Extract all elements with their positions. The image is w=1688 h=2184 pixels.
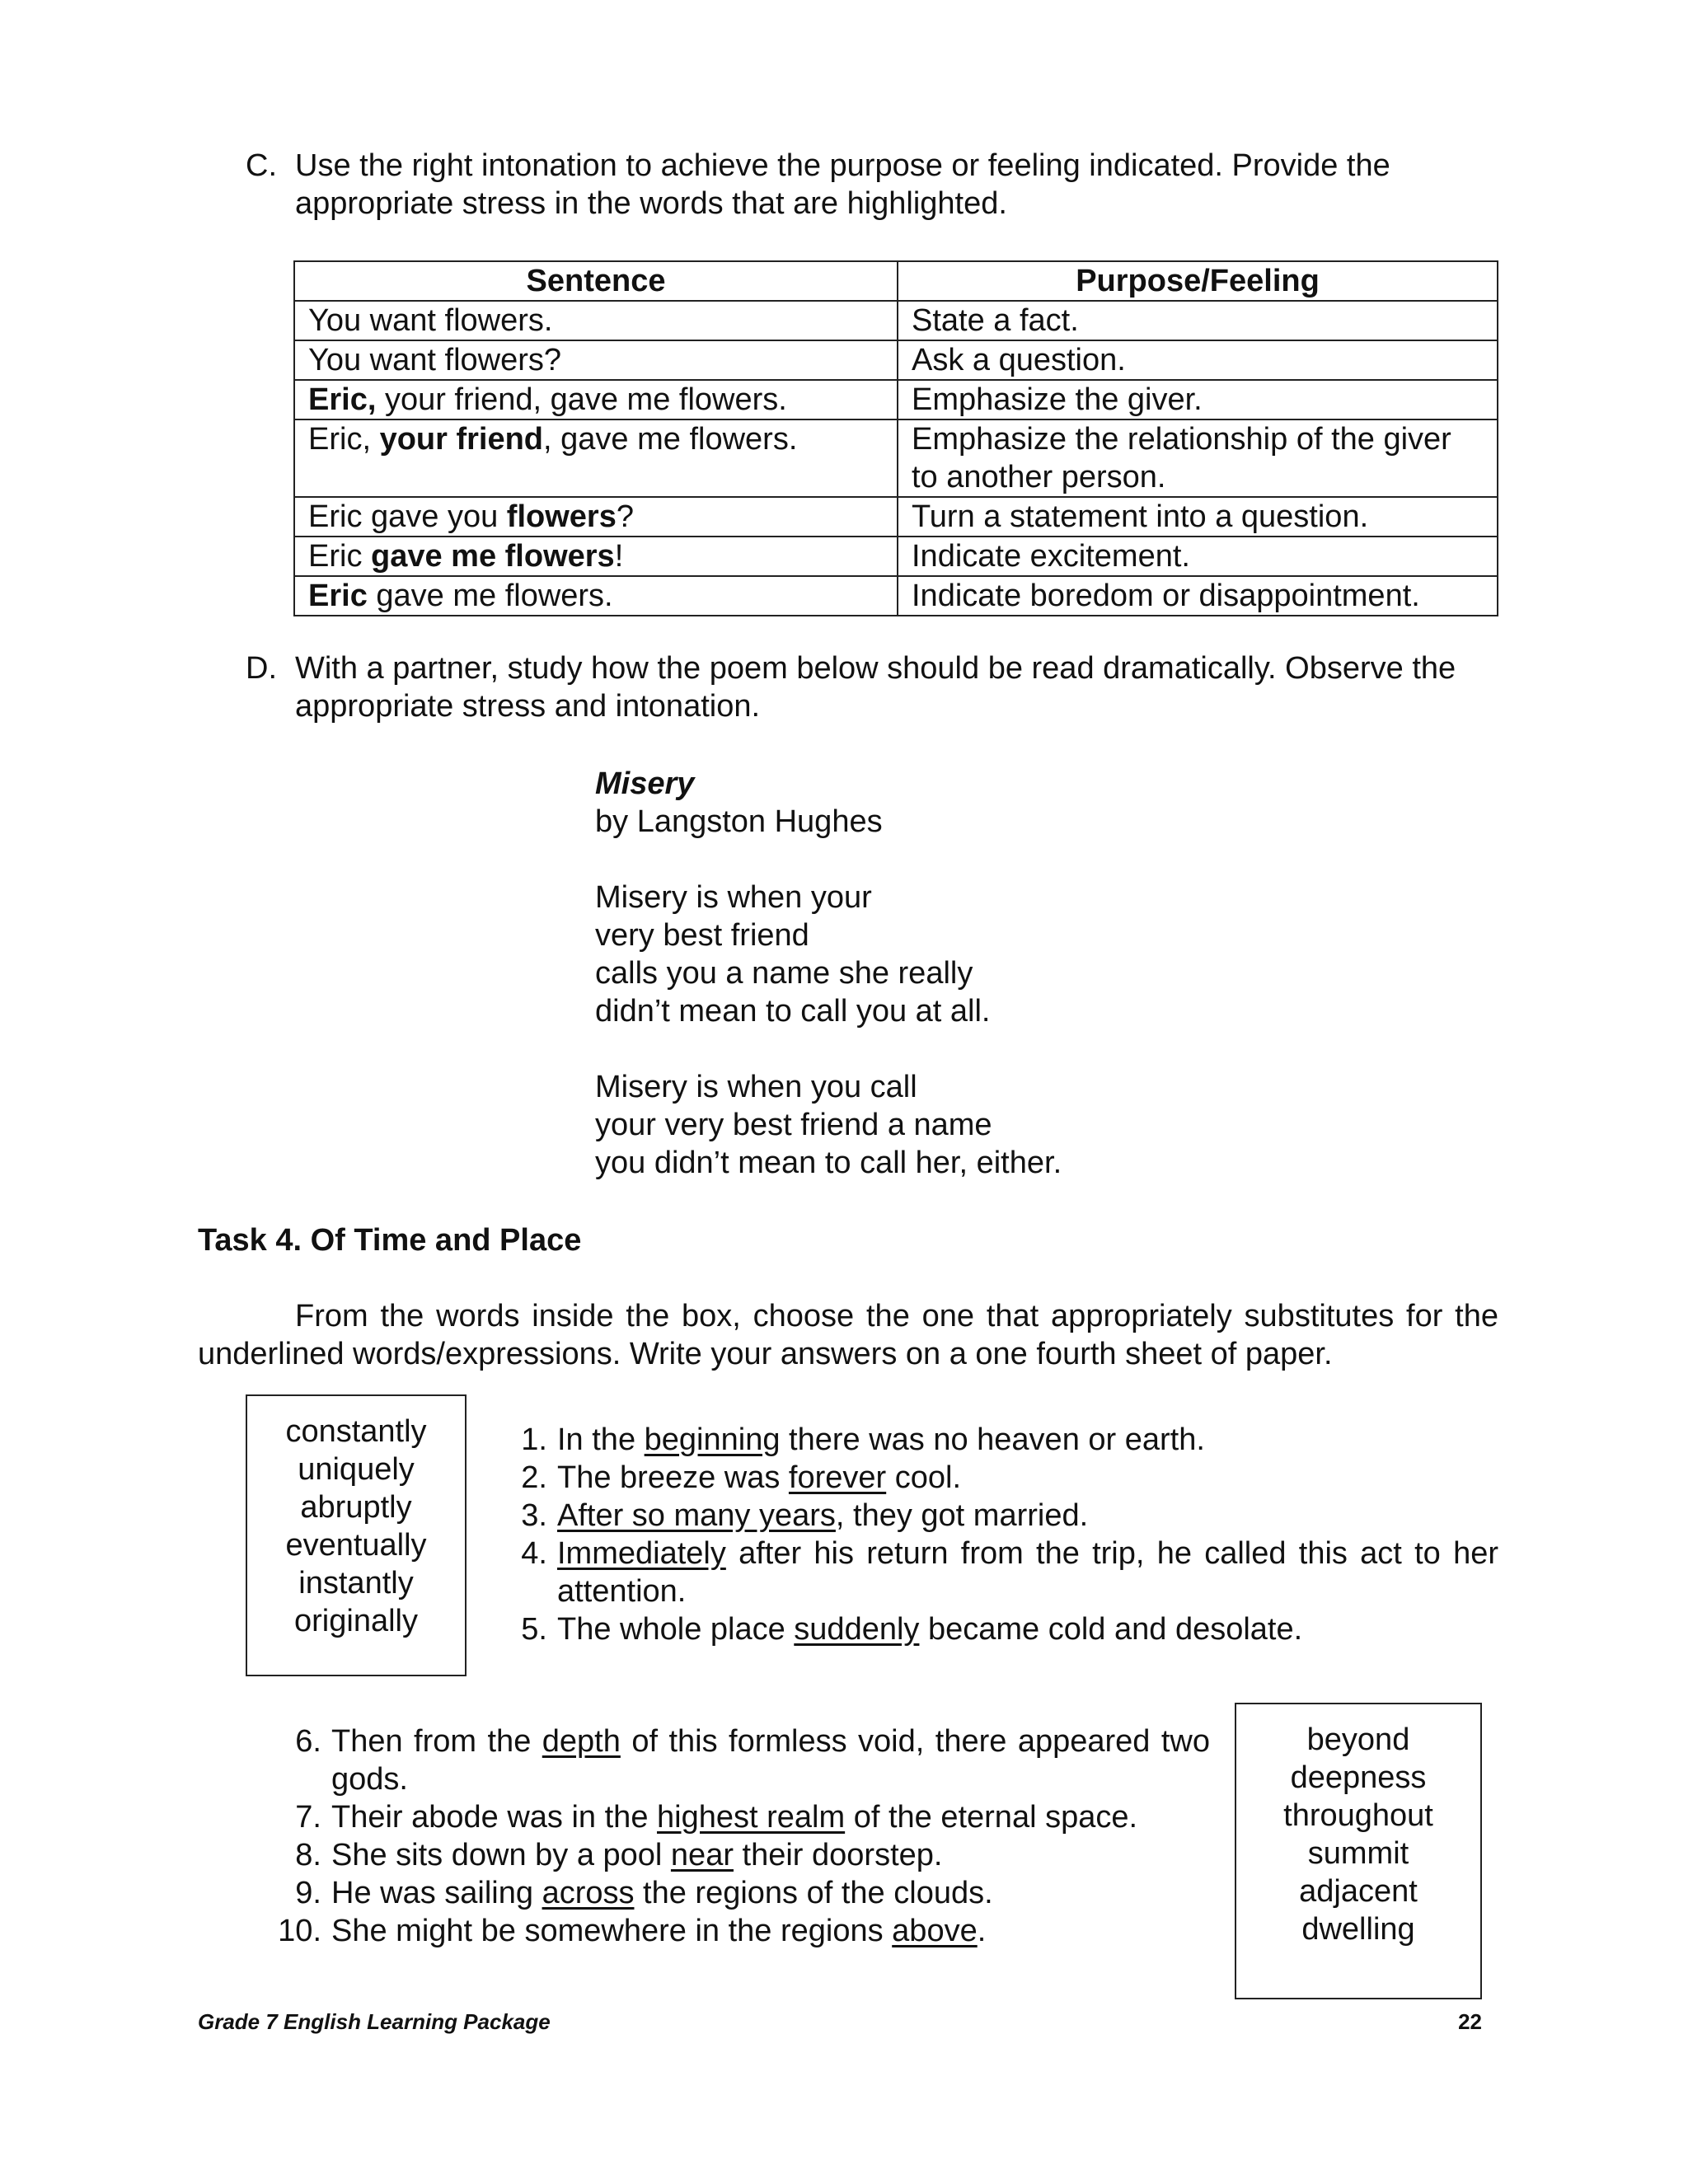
poem-line: you didn’t mean to call her, either. bbox=[595, 1146, 1062, 1180]
poem-line: calls you a name she really bbox=[595, 956, 973, 991]
word-choice: uniquely bbox=[298, 1452, 415, 1487]
table-row bbox=[294, 340, 1498, 380]
word-choice: adjacent bbox=[1299, 1874, 1418, 1909]
list-item: 10. She might be somewhere in the regions above. bbox=[278, 1914, 987, 1948]
section-d bbox=[246, 649, 1498, 725]
purpose-cell: Turn a statement into a question. bbox=[898, 497, 1498, 537]
purpose-cell: Indicate excitement. bbox=[898, 537, 1498, 576]
purpose-cell: Emphasize the relationship of the giver to another person. bbox=[898, 419, 1498, 497]
sentence-cell: Eric, your friend, gave me flowers. bbox=[294, 380, 898, 419]
poem-stanza-2 bbox=[595, 1068, 1254, 1182]
page-number: 22 bbox=[1458, 2009, 1482, 2034]
purpose-cell: Indicate boredom or disappointment. bbox=[898, 576, 1498, 616]
word-choice: eventually bbox=[285, 1528, 427, 1563]
sentence-cell: Eric gave me flowers. bbox=[294, 576, 898, 616]
page-footer bbox=[198, 2009, 1482, 2035]
word-choice: throughout bbox=[1283, 1798, 1433, 1833]
poem-line: didn’t mean to call you at all. bbox=[595, 994, 991, 1029]
table-row bbox=[294, 301, 1498, 340]
section-d-instruction: With a partner, study how the poem below should be read dramatically. Observe the appropriate stress and intonation. bbox=[295, 651, 1456, 724]
poem-line: your very best friend a name bbox=[595, 1108, 992, 1142]
section-c bbox=[246, 147, 1498, 223]
list-item: 6. Then from the depth of this formless void, there appeared two gods. bbox=[295, 1724, 1210, 1797]
poem-title: Misery bbox=[595, 766, 695, 801]
poem-author: by Langston Hughes bbox=[595, 804, 883, 839]
table-row bbox=[294, 537, 1498, 576]
word-choice: beyond bbox=[1306, 1722, 1410, 1757]
word-choice: dwelling bbox=[1301, 1912, 1415, 1947]
list-item: 9. He was sailing across the regions of the clouds. bbox=[295, 1876, 993, 1910]
sentence-cell: You want flowers. bbox=[294, 301, 898, 340]
word-choice: summit bbox=[1307, 1836, 1409, 1871]
list-item: 2. The breeze was forever cool. bbox=[521, 1460, 962, 1495]
list-item: 4. Immediately after his return from the trip, he called this act to her attention. bbox=[521, 1536, 1498, 1609]
table-row bbox=[294, 497, 1498, 537]
list-item: 5. The whole place suddenly became cold and desolate. bbox=[521, 1612, 1303, 1647]
poem-line: Misery is when you call bbox=[595, 1070, 917, 1104]
list-item: 7. Their abode was in the highest realm of the eternal space. bbox=[295, 1800, 1138, 1835]
table-row bbox=[294, 380, 1498, 419]
word-choice: deepness bbox=[1290, 1760, 1427, 1795]
intonation-table bbox=[293, 260, 1498, 616]
list-item: 8. She sits down by a pool near their doorstep. bbox=[295, 1838, 943, 1872]
poem-line: Misery is when your bbox=[595, 880, 872, 915]
table-row bbox=[294, 419, 1498, 497]
task-title: Task 4. Of Time and Place bbox=[198, 1223, 582, 1258]
list-item: 1. In the beginning there was no heaven or earth. bbox=[521, 1422, 1205, 1457]
word-choice: constantly bbox=[285, 1414, 427, 1449]
item-list-2 bbox=[272, 1722, 1210, 1950]
word-choice: abruptly bbox=[300, 1490, 412, 1525]
section-c-instruction: Use the right intonation to achieve the purpose or feeling indicated. Provide the appropriate stress in the words that are highlighted. bbox=[295, 148, 1390, 221]
poem bbox=[595, 765, 1254, 1182]
word-box-2 bbox=[1235, 1703, 1482, 1999]
word-choice: instantly bbox=[298, 1566, 414, 1601]
task-instruction: From the words inside the box, choose the one that appropriately substitutes for the underlined words/expressions. Write your answers on a one fourth sheet of paper. bbox=[198, 1299, 1498, 1371]
purpose-cell: State a fact. bbox=[898, 301, 1498, 340]
sentence-cell: Eric gave you flowers? bbox=[294, 497, 898, 537]
header-sentence: Sentence bbox=[294, 261, 898, 301]
sentence-cell: Eric, your friend, gave me flowers. bbox=[294, 419, 898, 497]
item-list-1 bbox=[504, 1421, 1498, 1648]
section-c-letter: C. bbox=[246, 148, 277, 183]
footer-title: Grade 7 English Learning Package bbox=[198, 2009, 551, 2034]
list-item: 3. After so many years, they got married. bbox=[521, 1498, 1089, 1533]
section-d-letter: D. bbox=[246, 651, 277, 686]
poem-stanza-1 bbox=[595, 879, 1254, 1030]
purpose-cell: Emphasize the giver. bbox=[898, 380, 1498, 419]
table-row bbox=[294, 576, 1498, 616]
table-header-row bbox=[294, 261, 1498, 301]
word-choice: originally bbox=[294, 1604, 418, 1638]
word-box-1 bbox=[246, 1394, 467, 1676]
purpose-cell: Ask a question. bbox=[898, 340, 1498, 380]
sentence-cell: Eric gave me flowers! bbox=[294, 537, 898, 576]
poem-line: very best friend bbox=[595, 918, 809, 953]
header-purpose: Purpose/Feeling bbox=[898, 261, 1498, 301]
sentence-cell: You want flowers? bbox=[294, 340, 898, 380]
